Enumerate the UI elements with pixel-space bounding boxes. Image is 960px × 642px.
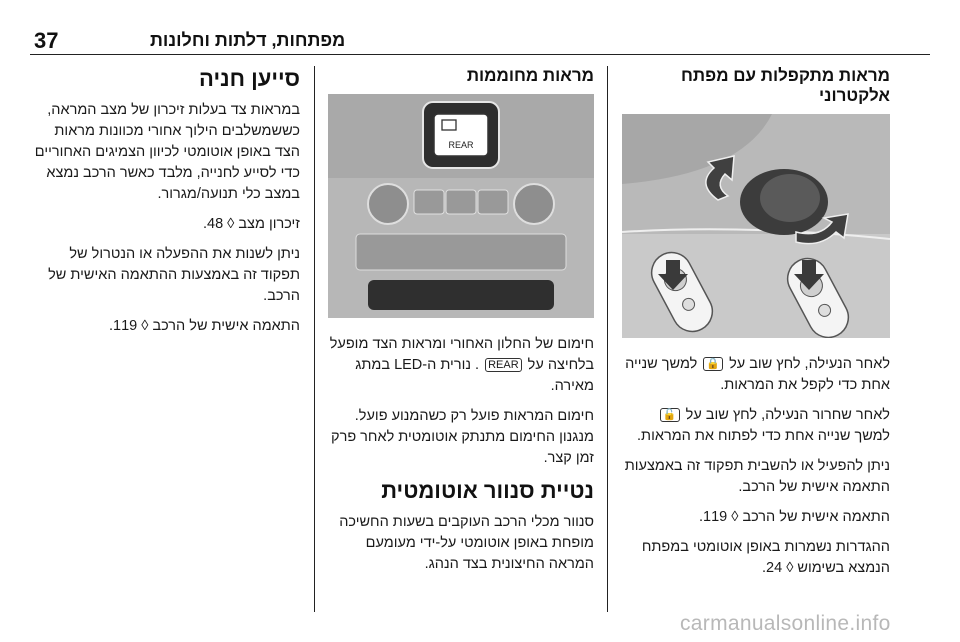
cross-reference[interactable]: התאמה אישית של הרכב ◊ 119. (698, 509, 890, 525)
paragraph: לאחר הנעילה, לחץ שוב על 🔒 למשך שנייה אחת כדי לקפל את המראות. (625, 356, 890, 393)
lock-icon: 🔒 (703, 357, 723, 371)
paragraph: לאחר שחרור הנעילה, לחץ שוב על 🔓 למשך שנייה אחת כדי לפתוח את המראות. (637, 407, 890, 444)
figure-key-fob-mirrors (622, 114, 890, 338)
section-title: מראות מתקפלות עם מפתח אלקטרוני (681, 66, 890, 105)
svg-text:REAR: REAR (448, 140, 474, 150)
cross-reference[interactable]: זיכרון מצב ◊ 48. (202, 216, 300, 232)
paragraph: במראות צד בעלות זיכרון של מצב המראה, כששמשלבים הילוך אחורי מכוונות מראות הצד באופן אוטומטי לכיוון הצמיגים האחוריים כדי לסייע לחנייה, מלבד כאשר הרכב נמצא במצב כלי תנועה/מגרור. (34, 102, 300, 202)
rear-window-heater-icon: REAR (485, 358, 522, 372)
column-divider (314, 66, 315, 612)
figure-climate-panel (328, 94, 594, 318)
illustration-folding-mirror (622, 114, 890, 338)
section-title: נטיית סנוור אוטומטית (381, 478, 594, 503)
column-parking-assist (30, 66, 300, 346)
section-title: סייען חניה (199, 66, 300, 91)
chapter-title: מפתחות, דלתות וחלונות (150, 30, 346, 50)
watermark: carmanualsonline.info (680, 612, 891, 635)
paragraph: חימום המראות פועל רק כשהמנוע פועל. מנגנון החימום מתנתק אוטומטית לאחר פרק זמן קצר. (331, 408, 594, 466)
paragraph: ניתן להפעיל או להשבית תפקוד זה באמצעות התאמה אישית של הרכב. (624, 458, 890, 495)
paragraph: ההגדרות נשמרות באופן אוטומטי במפתח הנמצא בשימוש ◊ 24. (641, 539, 890, 576)
page-number: 37 (34, 28, 59, 53)
column-heated-mirrors (328, 66, 594, 584)
unlock-icon: 🔓 (660, 408, 680, 422)
paragraph: חימום של החלון האחורי ומראות הצד מופעל בלחיצה על REAR . נורית ה-LED במתג מאירה. (329, 336, 594, 394)
column-folding-mirrors (622, 66, 890, 588)
column-divider (607, 66, 608, 612)
section-title: מראות מחוממות (466, 66, 594, 85)
illustration-rear-button (328, 94, 594, 318)
paragraph: סנוור מכלי הרכב העוקבים בשעות החשיכה מופחת באופן אוטומטי על-ידי מעומעם המראה החיצונית בצד הנהג. (339, 514, 594, 572)
page-header (30, 28, 930, 55)
cross-reference[interactable]: התאמה אישית של הרכב ◊ 119. (108, 318, 300, 334)
paragraph: ניתן לשנות את ההפעלה או הנטרול של תפקוד זה באמצעות ההתאמה האישית של הרכב. (48, 246, 300, 304)
